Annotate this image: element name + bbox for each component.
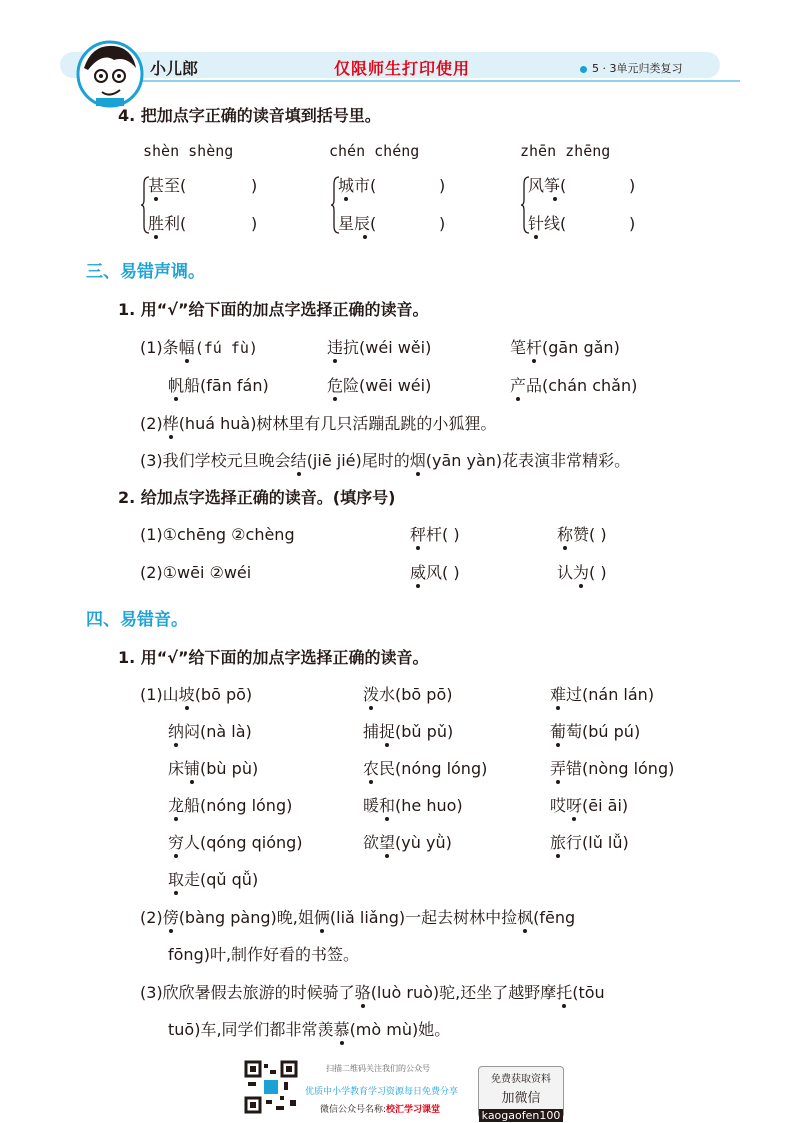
dotted-char: 呀 (566, 796, 583, 815)
text: (mò mù)她。 (349, 1020, 451, 1039)
s4-item (363, 687, 452, 703)
qr-code-icon (244, 1060, 298, 1114)
dotted-char: 坡 (178, 685, 195, 704)
dotted-char: 穷 (168, 833, 185, 852)
q4-item-3 (338, 178, 376, 194)
dotted-char: 违 (327, 338, 344, 357)
dotted-char: 望 (379, 833, 396, 852)
word-rest: 风 (528, 176, 545, 195)
q4-item-1 (148, 178, 186, 194)
text: 赞( ) (573, 525, 607, 544)
dotted-char: 杆 (526, 338, 543, 357)
s3-q2-title: 2. 给加点字选择正确的读音。(填序号) (118, 488, 396, 507)
wechat-line-1: 免费获取资料 (491, 1074, 551, 1085)
text: 风( ) (426, 563, 460, 582)
dotted-char: 傍 (162, 908, 179, 927)
text: 船(fān fán) (184, 376, 269, 395)
dotted-char: 农 (363, 759, 380, 778)
q4-pinyin-3: zhēn zhēng (520, 142, 611, 160)
word-rest: 至( (164, 176, 187, 195)
dotted-char: 辰( (354, 214, 377, 233)
word-rest: 线( (544, 214, 567, 233)
dotted-char: 枫 (517, 908, 534, 927)
brand-name: 小儿郎 (150, 59, 199, 78)
word-rest: 市( (354, 176, 377, 195)
text: 暖 (363, 796, 380, 815)
text: 哎 (550, 796, 567, 815)
section-3-title: 三、易错声调。 (86, 262, 205, 282)
dotted-char: 胜 (148, 214, 165, 233)
account-label: 微信公众号名称: (320, 1105, 387, 1115)
dotted-char: 骆 (354, 983, 371, 1002)
dotted-char: 弄 (550, 759, 567, 778)
q4-pinyin-2: chén chéng (329, 142, 420, 160)
s4-item (550, 724, 640, 740)
header-rule (80, 80, 740, 82)
s4-item (550, 761, 674, 777)
dotted-char: 龙 (168, 796, 185, 815)
dotted-char: 帆 (168, 376, 185, 395)
footer-account (320, 1102, 440, 1115)
s3-options-2: (2)①wēi ②wéi (140, 563, 252, 582)
text: 杆( ) (426, 525, 460, 544)
text: 人(qóng qióng) (184, 833, 303, 852)
dotted-char: 桦 (162, 414, 179, 433)
pinyin: (fú fù) (194, 339, 258, 357)
dotted-char: 结 (290, 451, 307, 470)
text: 走(qǔ qǚ) (184, 870, 259, 889)
s4-item (168, 835, 303, 851)
text: 床 (168, 759, 185, 778)
text: (huá huà)树林里有几只活蹦乱跳的小狐狸。 (178, 414, 497, 433)
mascot-icon (74, 38, 146, 110)
wechat-id: kaogaofen100 (479, 1109, 563, 1122)
s3-item (510, 378, 637, 394)
s4-item (363, 761, 487, 777)
text: (3)欣欣暑假去旅游的时候骑了 (140, 983, 355, 1002)
text: (bō pō) (194, 685, 253, 704)
dotted-char: 纳 (168, 722, 185, 741)
dotted-char: 筝( (544, 176, 567, 195)
dotted-char: 慕 (333, 1020, 350, 1039)
dotted-char: 幅 (178, 338, 195, 357)
text: (bǔ pǔ) (395, 722, 454, 741)
text: (3)我们学校元旦晚会 (140, 451, 291, 470)
dotted-char: 甚 (148, 176, 165, 195)
answer-paren: ) (629, 214, 636, 233)
text: (he huo) (395, 796, 463, 815)
text: (yù yǜ) (395, 833, 452, 852)
text: 错(nòng lóng) (566, 759, 675, 778)
dotted-char: 烟 (409, 451, 426, 470)
s3-fill (410, 527, 460, 543)
text: (liǎ liǎng)一起去树林中捡 (329, 908, 518, 927)
text: ( ) (589, 563, 607, 582)
text: 民(nóng lóng) (379, 759, 488, 778)
text: 过(nán lán) (566, 685, 655, 704)
dotted-char: 托 (556, 983, 573, 1002)
text: (2) (140, 908, 163, 927)
text: (bàng pàng)晚,姐 (178, 908, 314, 927)
s4-item (550, 798, 628, 814)
q4-item-4 (338, 216, 376, 232)
text: 行(lǔ lǚ) (566, 833, 629, 852)
q4-item-5 (528, 178, 566, 194)
wechat-line-2: 加微信 (501, 1091, 541, 1106)
s4-item (140, 687, 252, 703)
unit-text: 5 · 3单元归类复习 (592, 62, 683, 75)
q4-title: 4. 把加点字正确的读音填到括号里。 (118, 106, 381, 125)
dotted-char: 取 (168, 870, 185, 889)
answer-paren: ) (439, 176, 446, 195)
text: 捕 (363, 722, 380, 741)
dotted-char: 为 (573, 563, 590, 582)
pinyin: (gān gǎn) (542, 338, 620, 357)
dotted-char: 捉 (379, 722, 396, 741)
dotted-char: 城 (338, 176, 355, 195)
dotted-char: 针 (528, 214, 545, 233)
bullet-icon (580, 66, 587, 73)
text: 萄(bú pú) (566, 722, 641, 741)
s4-sentence-3-cont (168, 1022, 450, 1038)
text: (tōu (572, 983, 605, 1002)
dotted-char: 葡 (550, 722, 567, 741)
s3-fill (410, 565, 460, 581)
text: (1)山 (140, 685, 179, 704)
s4-sentence-2 (140, 910, 575, 926)
text: 欲 (363, 833, 380, 852)
footer-scan-text: 扫描二维码关注我们的公众号 (326, 1064, 430, 1073)
answer-paren: ) (439, 214, 446, 233)
s3-fill (557, 527, 607, 543)
s3-item (168, 378, 269, 394)
print-notice: 仅限师生打印使用 (334, 59, 471, 78)
account-name: 校汇学习课堂 (386, 1105, 441, 1115)
dotted-char: 威 (410, 563, 427, 582)
dotted-char: 难 (550, 685, 567, 704)
text: (luò ruò)驼,还坐了越野摩 (370, 983, 557, 1002)
s3-item (327, 340, 431, 356)
text: 险(wēi wéi) (343, 376, 432, 395)
q4-item-6 (528, 216, 566, 232)
s4-sentence-3 (140, 985, 605, 1001)
s4-sentence-2-cont: fōng)叶,制作好看的书签。 (168, 945, 360, 964)
s4-item (550, 687, 654, 703)
s3-item (510, 340, 620, 356)
text: (bù pù) (200, 759, 259, 778)
s3-item (327, 378, 431, 394)
dotted-char: 铺 (184, 759, 201, 778)
s4-item (168, 724, 252, 740)
unit-label (580, 60, 683, 76)
dotted-char: 旅 (550, 833, 567, 852)
s4-q1-title: 1. 用“√”给下面的加点字选择正确的读音。 (118, 648, 429, 667)
text: (fēng (533, 908, 576, 927)
s4-item (363, 835, 452, 851)
answer-paren: ) (251, 214, 258, 233)
s4-item (550, 835, 629, 851)
word-rest: 星 (338, 214, 355, 233)
text: 船(nóng lóng) (184, 796, 293, 815)
text: (ēi āi) (582, 796, 629, 815)
text: 闷(nà là) (184, 722, 252, 741)
wechat-box (478, 1066, 564, 1122)
text: (1)条 (140, 338, 179, 357)
dotted-char: 俩 (313, 908, 330, 927)
word-rest: 利( (164, 214, 187, 233)
section-4-title: 四、易错音。 (86, 610, 188, 630)
s3-sentence-3 (140, 453, 630, 469)
q4-pinyin-1: shèn shèng (143, 142, 234, 160)
s4-item (363, 798, 463, 814)
s3-options-1: (1)①chēng ②chèng (140, 525, 295, 544)
dotted-char: 和 (379, 796, 396, 815)
dotted-char: 产 (510, 376, 527, 395)
text: 认 (557, 563, 574, 582)
s3-item (140, 340, 258, 356)
text: 品(chán chǎn) (526, 376, 638, 395)
text: (2) (140, 414, 163, 433)
answer-paren: ) (629, 176, 636, 195)
s4-item (363, 724, 453, 740)
text: (jiē jié)尾时的 (306, 451, 410, 470)
s3-fill (557, 565, 607, 581)
dotted-char: 称 (557, 525, 574, 544)
text: (yān yàn)花表演非常精彩。 (425, 451, 631, 470)
s4-item (168, 872, 258, 888)
q4-item-2 (148, 216, 186, 232)
text: 水(bō pō) (379, 685, 453, 704)
footer-share-text: 优质中小学教育学习资源每日免费分享 (305, 1087, 459, 1097)
s3-q1-title: 1. 用“√”给下面的加点字选择正确的读音。 (118, 300, 429, 319)
s4-item (168, 798, 292, 814)
dotted-char: 秤 (410, 525, 427, 544)
s3-sentence-2 (140, 416, 496, 432)
s4-item (168, 761, 258, 777)
text: 抗(wéi wěi) (343, 338, 432, 357)
answer-paren: ) (251, 176, 258, 195)
dotted-char: 泼 (363, 685, 380, 704)
text: 笔 (510, 338, 527, 357)
dotted-char: 危 (327, 376, 344, 395)
text: tuō)车,同学们都非常羡 (168, 1020, 334, 1039)
